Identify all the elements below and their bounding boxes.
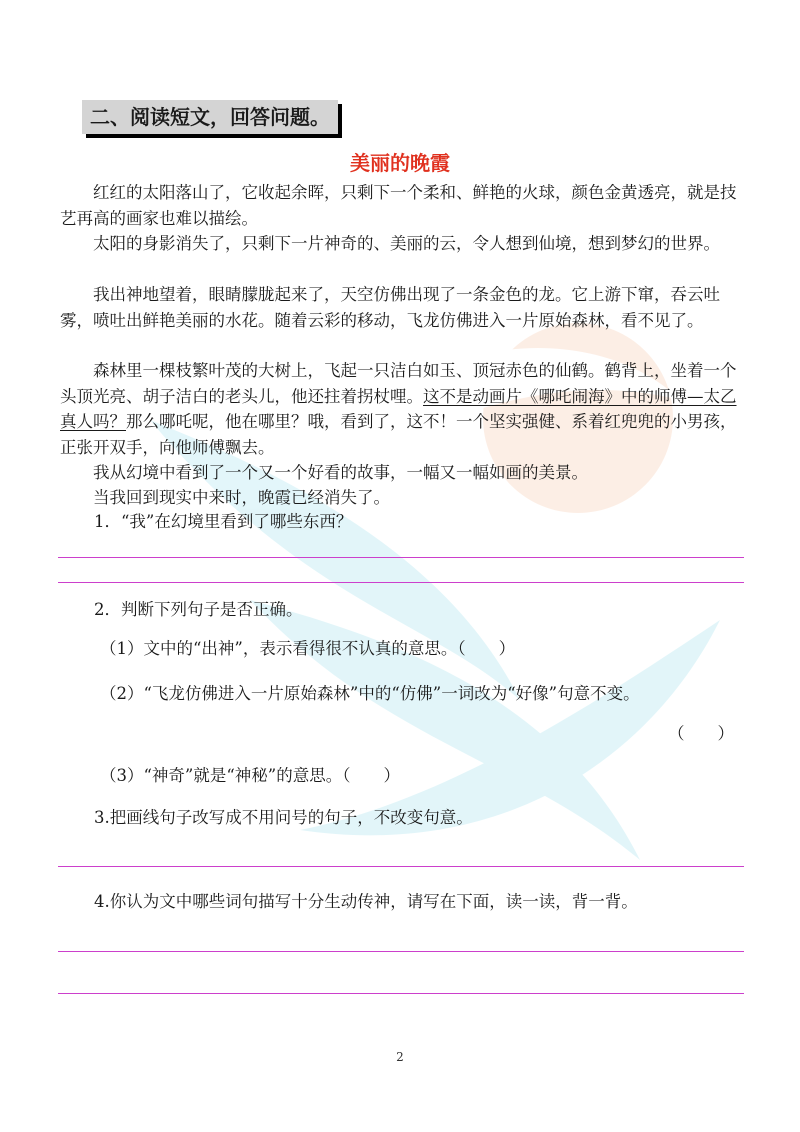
answer-line[interactable]	[58, 866, 744, 867]
underlined-sentence: 这不是动画片《哪吒闹海》中的师傅—太乙真人吗？	[60, 386, 737, 431]
paragraph-2: 太阳的身影消失了，只剩下一片神奇的、美丽的云，令人想到仙境，想到梦幻的世界。	[93, 234, 720, 253]
question-2: 2．判断下列句子是否正确。	[94, 600, 303, 619]
answer-line[interactable]	[58, 557, 744, 558]
question-3: 3.把画线句子改写成不用问号的句子，不改变句意。	[94, 808, 473, 827]
answer-line[interactable]	[58, 582, 744, 583]
story-title: 美丽的晚霞	[350, 151, 450, 175]
answer-line[interactable]	[58, 993, 744, 994]
page-number: 2	[396, 1050, 404, 1064]
answer-paren[interactable]: （ ）	[668, 724, 734, 743]
question-2-item-3: （3）“神奇”就是“神秘”的意思。（ ）	[100, 766, 400, 785]
paragraph-3: 我出神地望着，眼睛朦胧起来了，天空仿佛出现了一条金色的龙。它上游下窜，吞云吐雾，喷吐出鲜艳美丽的水花。随着云彩的移动，飞龙仿佛进入一片原始森林，看不见了。	[60, 285, 720, 330]
paragraph-4-rest: 那么哪吒呢，他在哪里？哦，看到了，这不！一个坚实强健、系着红兜兜的小男孩，正张开双手，向他师傅飘去。	[60, 412, 737, 457]
paragraph-4-text: 森林里一棵枝繁叶茂的大树上，飞起一只洁白如玉、顶冠赤色的仙鹤。鹤背上，坐着一个头顶光亮、胡子洁白的老头儿，他还拄着拐杖哩。	[60, 361, 737, 406]
answer-line[interactable]	[58, 951, 744, 952]
question-2-item-1: （1）文中的“出神”，表示看得很不认真的意思。（ ）	[100, 639, 516, 658]
section-heading: 二、阅读短文，回答问题。	[82, 100, 338, 134]
question-4: 4.你认为文中哪些词句描写十分生动传神，请写在下面，读一读，背一背。	[94, 892, 638, 911]
question-2-item-2: （2）“飞龙仿佛进入一片原始森林”中的“仿佛”一词改为“好像”句意不变。	[100, 684, 640, 703]
paragraph-5: 我从幻境中看到了一个又一个好看的故事，一幅又一幅如画的美景。	[93, 463, 588, 482]
paragraph-6: 当我回到现实中来时，晚霞已经消失了。	[93, 488, 390, 507]
paragraph-4	[60, 358, 740, 460]
paragraph-1: 红红的太阳落山了，它收起余晖，只剩下一个柔和、鲜艳的火球，颜色金黄透亮，就是技艺再高的画家也难以描绘。	[60, 183, 737, 228]
question-1: 1．“我”在幻境里看到了哪些东西？	[94, 512, 353, 531]
